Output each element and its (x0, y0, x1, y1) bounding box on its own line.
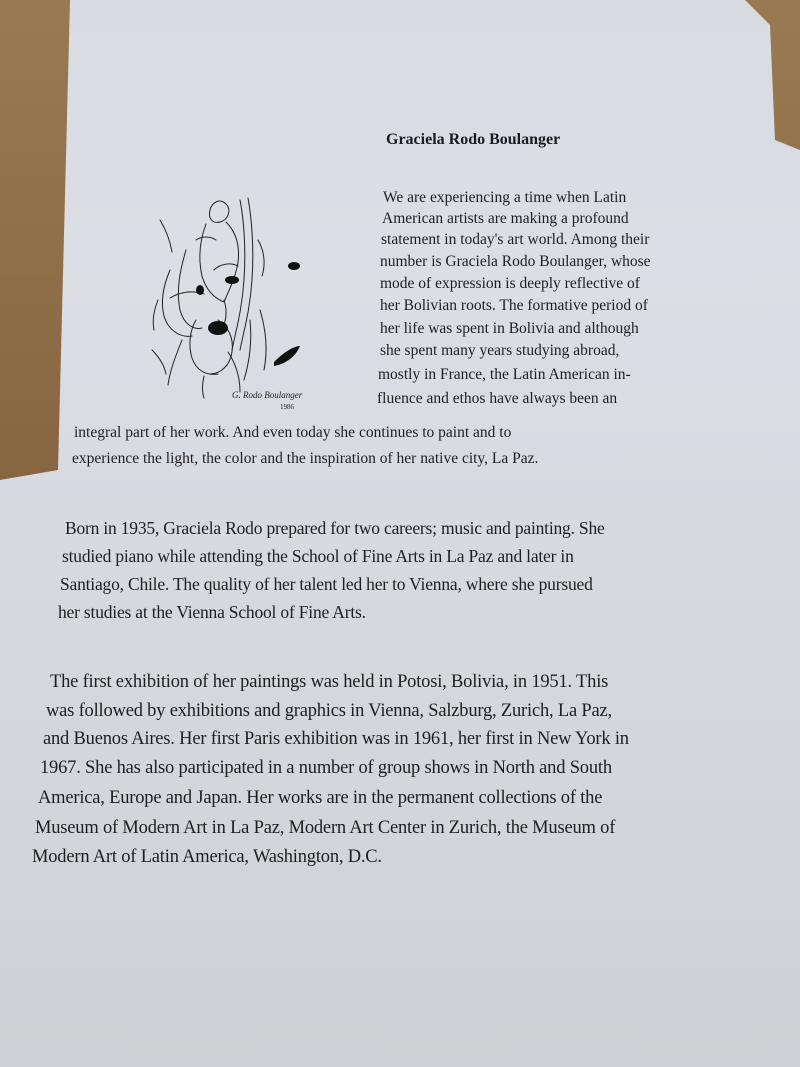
paragraph-1-line: her life was spent in Bolivia and although (380, 320, 639, 337)
paragraph-2-line: Born in 1935, Graciela Rodo prepared for two careers; music and painting. She (65, 518, 605, 538)
paragraph-3-line: The first exhibition of her paintings was held in Potosi, Bolivia, in 1951. This (50, 672, 609, 692)
paragraph-2-line: studied piano while attending the School of Fine Arts in La Paz and later in (62, 546, 574, 566)
paragraph-1-line: she spent many years studying abroad, (380, 342, 620, 359)
paragraph-1-line: integral part of her work. And even today she continues to paint and to (74, 424, 512, 441)
artist-title: Graciela Rodo Boulanger (386, 131, 561, 148)
sketch-signature: G. Rodo Boulanger (232, 390, 303, 400)
paragraph-1-line: mostly in France, the Latin American in- (378, 366, 631, 383)
paragraph-1-line: We are experiencing a time when Latin (383, 189, 627, 206)
paragraph-3-line: 1967. She has also participated in a number of group shows in North and South (40, 758, 612, 778)
paragraph-1-line: fluence and ethos have always been an (377, 390, 618, 407)
paragraph-3-line: America, Europe and Japan. Her works are in the permanent collections of the (38, 788, 603, 808)
paragraph-3-line: Museum of Modern Art in La Paz, Modern Art Center in Zurich, the Museum of (35, 818, 616, 838)
paragraph-2-line: Santiago, Chile. The quality of her talent led her to Vienna, where she pursued (60, 574, 593, 594)
paragraph-3-line: Modern Art of Latin America, Washington, D.C. (32, 847, 382, 867)
sketch-year: 1986 (280, 403, 294, 411)
paragraph-3-line: and Buenos Aires. Her first Paris exhibition was in 1961, her first in New York in (43, 729, 629, 749)
paragraph-1-line: statement in today's art world. Among their (381, 231, 650, 248)
paragraph-1-line: her Bolivian roots. The formative period of (380, 297, 648, 314)
paragraph-1-line: mode of expression is deeply reflective of (380, 275, 640, 292)
paragraph-3-line: was followed by exhibitions and graphics in Vienna, Salzburg, Zurich, La Paz, (46, 701, 612, 721)
paragraph-1-line: experience the light, the color and the inspiration of her native city, La Paz. (72, 450, 539, 467)
artist-sketch-illustration (140, 180, 340, 415)
paragraph-2-line: her studies at the Vienna School of Fine Arts. (58, 602, 366, 622)
paragraph-1-line: American artists are making a profound (382, 210, 629, 227)
paragraph-1-line: number is Graciela Rodo Boulanger, whose (380, 253, 651, 270)
